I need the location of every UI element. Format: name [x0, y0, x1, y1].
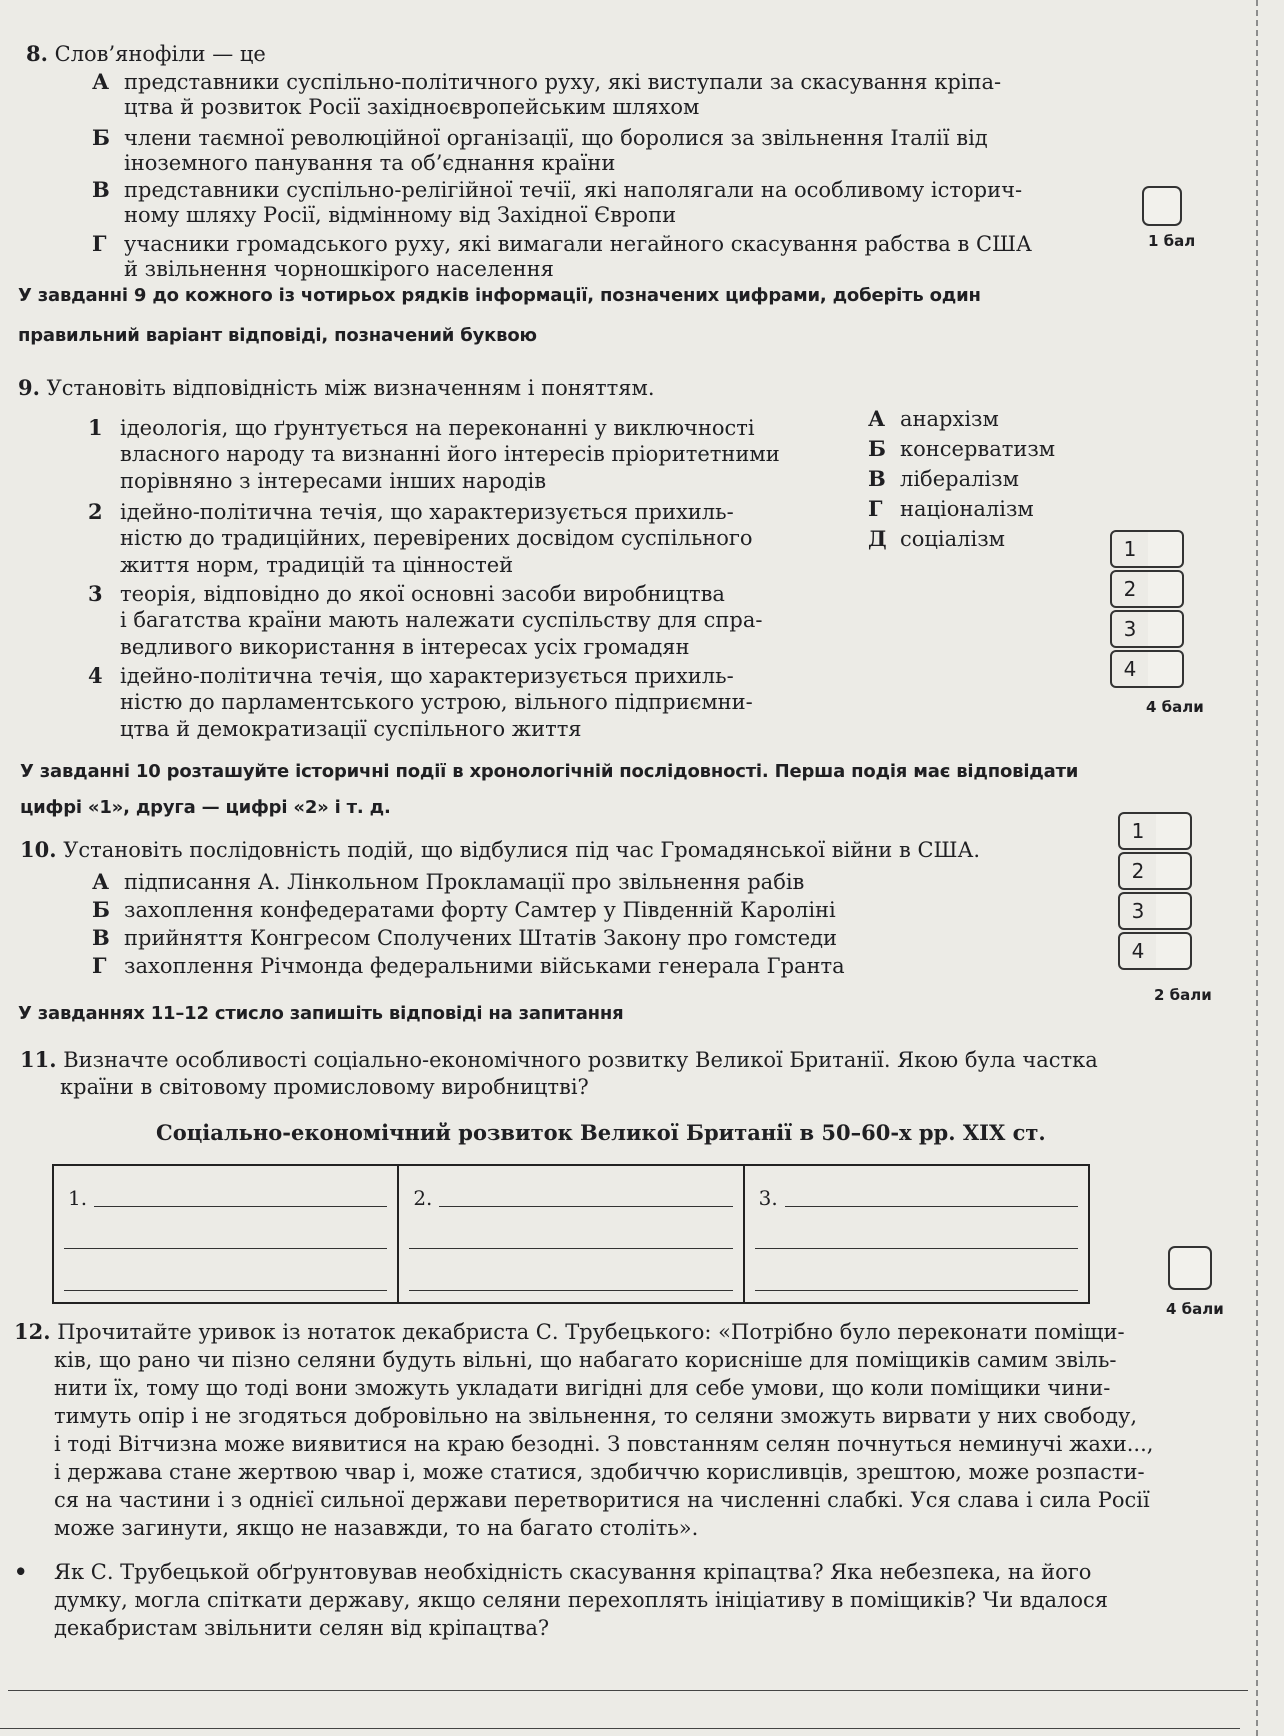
bullet: • [14, 1559, 28, 1584]
q10-option-b: Б захоплення конфедератами форту Самтер у Південній Кароліні [92, 897, 836, 922]
q11-table-cell[interactable]: 3. [745, 1166, 1088, 1302]
q10-answer-cell[interactable] [1156, 932, 1192, 970]
q8-option-d-cont: й звільнення чорношкірого населення [124, 257, 554, 281]
q10-grid-num: 3 [1118, 892, 1158, 930]
answer-line [755, 1290, 1078, 1291]
q9-grid-num: 1 [1110, 530, 1150, 568]
q9-grid-num: 4 [1110, 650, 1150, 688]
q9-item-2-line2: ністю до традиційних, перевірених досвідом суспільного [120, 526, 753, 550]
q9-answer-cell[interactable] [1148, 650, 1184, 688]
q12-line-6: і держава стане жертвою чвар і, може статися, здобиччю корисливців, зрештою, може розпасти- [54, 1460, 1145, 1484]
q8-option-b: Б члени таємної революційної організації, що боролися за звільнення Італії від [92, 125, 988, 150]
q8-title: 8. Слов’янофіли — це [26, 41, 266, 66]
q12-line-3: нити їх, тому що тоді вони зможуть укладати вигідні для себе умови, що коли поміщики чини- [54, 1376, 1111, 1400]
q9-item-3-line2: і багатства країни мають належати суспільству для спра- [120, 608, 763, 632]
answer-line [64, 1290, 387, 1291]
answer-line [439, 1206, 732, 1207]
q10-option-a: А підписання А. Лінкольном Прокламації про звільнення рабів [92, 869, 805, 894]
answer-line[interactable] [0, 1728, 1240, 1729]
q10-grid-num: 2 [1118, 852, 1158, 890]
q10-option-d: Г захоплення Річмонда федеральними військами генерала Гранта [92, 953, 845, 978]
q8-option-a-cont: цтва й розвиток Росії західноєвропейським шляхом [124, 95, 700, 119]
q9-item-4: 4 ідейно-політична течія, що характеризується прихиль- [88, 663, 734, 688]
q10-title: 10. Установіть послідовність подій, що відбулися під час Громадянської війни в США. [20, 837, 981, 862]
q12-line-2: ків, що рано чи пізно селяни будуть вільні, що набагато корисніше для поміщиків самим звіль- [54, 1348, 1117, 1372]
q10-answer-cell[interactable] [1156, 892, 1192, 930]
instruction-9-line2: правильний варіант відповіді, позначений буквою [18, 325, 537, 346]
answer-line [755, 1248, 1078, 1249]
q12-question-2: думку, могла спіткати державу, якщо селяни перехоплять ініціативу в поміщиків? Чи вдалося [54, 1588, 1109, 1612]
q9-answer-cell[interactable] [1148, 570, 1184, 608]
q9-item-4-line2: ністю до парламентського устрою, вільного підприємни- [120, 690, 753, 714]
q9-option-a: А анархізм [868, 406, 999, 431]
q8-option-b-cont: іноземного панування та об’єднання країни [124, 151, 616, 175]
q8-option-d: Г учасники громадського руху, які вимагали негайного скасування рабства в США [92, 231, 1032, 256]
answer-line[interactable] [8, 1690, 1248, 1691]
q11-answer-box[interactable] [1168, 1246, 1212, 1290]
q9-grid-num: 2 [1110, 570, 1150, 608]
answer-line [409, 1290, 732, 1291]
q11-text-line2: країни в світовому промисловому виробництві? [60, 1075, 589, 1099]
q12-line-4: тимуть опір і не згодяться добровільно на звільнення, то селяни зможуть вирвати у них свободу, [54, 1404, 1138, 1428]
q11-table-title: Соціально-економічний розвиток Великої Британії в 50–60-х рр. XIX ст. [156, 1120, 1046, 1145]
q12-question-1: Як С. Трубецькой обґрунтовував необхідність скасування кріпацтва? Яка небезпека, на його [54, 1560, 1092, 1584]
answer-line [94, 1206, 387, 1207]
q8-option-a: А представники суспільно-політичного руху, які виступали за скасування кріпа- [92, 69, 1002, 94]
q9-option-d: Г націоналізм [868, 496, 1034, 521]
q9-options [868, 404, 1055, 554]
q11-table-cell[interactable]: 2. [399, 1166, 744, 1302]
q12-question-3: декабристам звільнити селян від кріпацтва? [54, 1616, 550, 1640]
q12-line-1: 12. Прочитайте уривок із нотаток декабриста С. Трубецького: «Потрібно було переконати поміщи- [14, 1319, 1125, 1344]
q9-item-4-line3: цтва й демократизації суспільного життя [120, 717, 582, 741]
q9-option-e: Д соціалізм [868, 526, 1005, 551]
q10-grid-num: 4 [1118, 932, 1158, 970]
cut-line [1256, 0, 1258, 1736]
answer-line [409, 1248, 732, 1249]
q10-points: 2 бали [1154, 986, 1212, 1004]
q8-answer-box[interactable] [1142, 186, 1182, 226]
q9-option-b: Б консерватизм [868, 436, 1056, 461]
q12-line-5: і тоді Вітчизна може виявитися на краю безодні. З повстанням селян почнуться неминучі жахи..., [54, 1432, 1154, 1456]
q11-points: 4 бали [1166, 1300, 1224, 1318]
q9-item-2: 2 ідейно-політична течія, що характеризується прихиль- [88, 499, 734, 524]
q9-item-1: 1 ідеологія, що ґрунтується на переконанні у виключності [88, 415, 755, 440]
q9-item-2-line3: життя норм, традицій та цінностей [120, 553, 514, 577]
q9-item-3: 3 теорія, відповідно до якої основні засоби виробництва [88, 581, 725, 606]
q10-grid-num: 1 [1118, 812, 1158, 850]
q9-item-1-line3: порівняно з інтересами інших народів [120, 469, 547, 493]
q9-item-1-line2: власного народу та визнанні його інтересів пріоритетними [120, 442, 780, 466]
q12-line-8: може загинути, якщо не назавжди, то на багато століть». [54, 1516, 699, 1540]
q12-line-7: ся на частини і з однієї сильної держави перетворитися на численні слабкі. Уся слава і сила Росії [54, 1488, 1150, 1512]
q10-answer-cell[interactable] [1156, 852, 1192, 890]
q10-answer-cell[interactable] [1156, 812, 1192, 850]
q9-answer-cell[interactable] [1148, 610, 1184, 648]
q9-answer-cell[interactable] [1148, 530, 1184, 568]
instruction-10-line2: цифрі «1», друга — цифрі «2» і т. д. [20, 797, 391, 818]
q9-points: 4 бали [1146, 698, 1204, 716]
q10-option-c: В прийняття Конгресом Сполучених Штатів Закону про гомстеди [92, 925, 838, 950]
q9-title: 9. Установіть відповідність між визначенням і поняттям. [18, 375, 655, 400]
q9-item-3-line3: ведливого використання в інтересах усіх громадян [120, 635, 690, 659]
instruction-9-line1: У завданні 9 до кожного із чотирьох рядків інформації, позначених цифрами, доберіть один [18, 285, 981, 306]
q11-answer-table [52, 1164, 1090, 1304]
q9-option-c: В лібералізм [868, 466, 1019, 491]
q8-points: 1 бал [1148, 232, 1196, 250]
answer-line [785, 1206, 1078, 1207]
q8-option-c-cont: ному шляху Росії, відмінному від Західної Європи [124, 203, 677, 227]
instruction-11-12: У завданнях 11–12 стисло запишіть відповіді на запитання [18, 1003, 624, 1024]
q8-option-c: В представники суспільно-релігійної течії, які наполягали на особливому історич- [92, 177, 1023, 202]
q9-grid-num: 3 [1110, 610, 1150, 648]
instruction-10-line1: У завданні 10 розташуйте історичні події в хронологічній послідовності. Перша подія має відповідати [20, 761, 1079, 782]
q11-text-line1: 11. Визначте особливості соціально-економічного розвитку Великої Британії. Якою була частка [20, 1047, 1098, 1072]
answer-line [64, 1248, 387, 1249]
q11-table-cell[interactable]: 1. [54, 1166, 399, 1302]
